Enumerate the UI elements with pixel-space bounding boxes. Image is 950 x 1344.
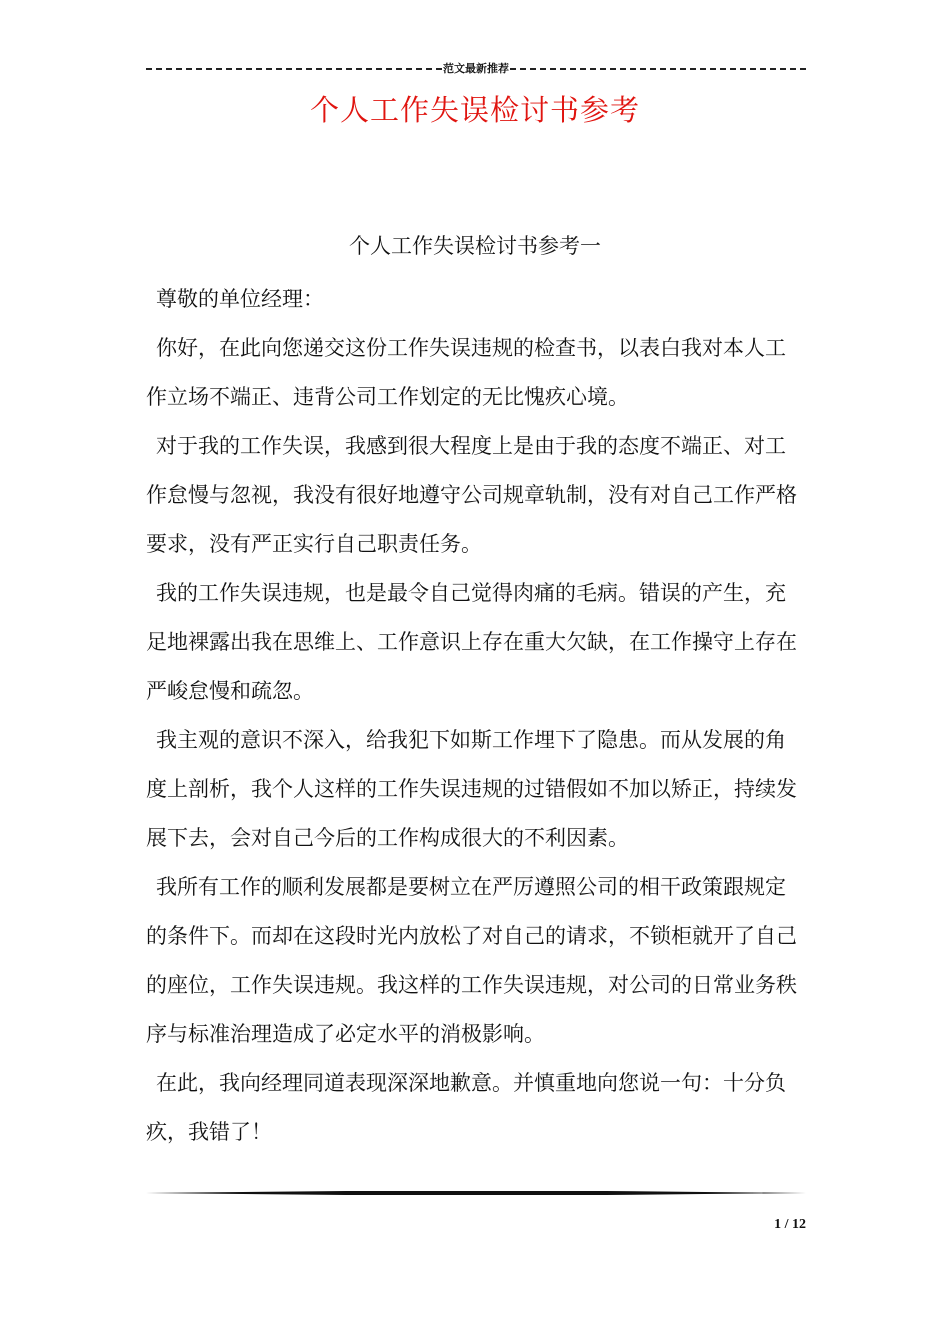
header-banner: [146, 58, 806, 78]
document-title: 个人工作失误检讨书参考: [309, 93, 640, 127]
document-body: [146, 275, 806, 1157]
paragraph: 我所有工作的顺利发展都是要树立在严厉遵照公司的相干政策跟规定的条件下。而却在这段时光内放松了对自己的请求，不锁柜就开了自己的座位，工作失误违规。我这样的工作失误违规，对公司的日常业务秩序与标准治理造成了必定水平的消极影响。: [146, 875, 797, 1046]
paragraph: 我的工作失误违规，也是最令自己觉得肉痛的毛病。错误的产生，充足地裸露出我在思维上、工作意识上存在重大欠缺，在工作操守上存在严峻怠慢和疏忽。: [146, 581, 797, 703]
paragraph: 你好，在此向您递交这份工作失误违规的检查书，以表白我对本人工作立场不端正、违背公司工作划定的无比愧疚心境。: [146, 336, 786, 409]
document-subtitle: 个人工作失误检讨书参考一: [349, 234, 601, 258]
footer-divider: [146, 1190, 806, 1196]
header-label: 范文最新推荐: [443, 62, 509, 75]
header-dash-left: [146, 68, 442, 70]
paragraph: 我主观的意识不深入，给我犯下如斯工作埋下了隐患。而从发展的角度上剖析，我个人这样的工作失误违规的过错假如不加以矫正，持续发展下去，会对自己今后的工作构成很大的不利因素。: [146, 728, 797, 850]
paragraph: 在此，我向经理同道表现深深地歉意。并慎重地向您说一句：十分负疚，我错了！: [146, 1071, 786, 1144]
page-number: 1 / 12: [774, 1217, 806, 1232]
header-dash-right: [510, 68, 806, 70]
paragraph: 对于我的工作失误，我感到很大程度上是由于我的态度不端正、对工作怠慢与忽视，我没有很好地遵守公司规章轨制，没有对自己工作严格要求，没有严正实行自己职责任务。: [146, 434, 797, 556]
salutation: 尊敬的单位经理：: [156, 287, 324, 311]
